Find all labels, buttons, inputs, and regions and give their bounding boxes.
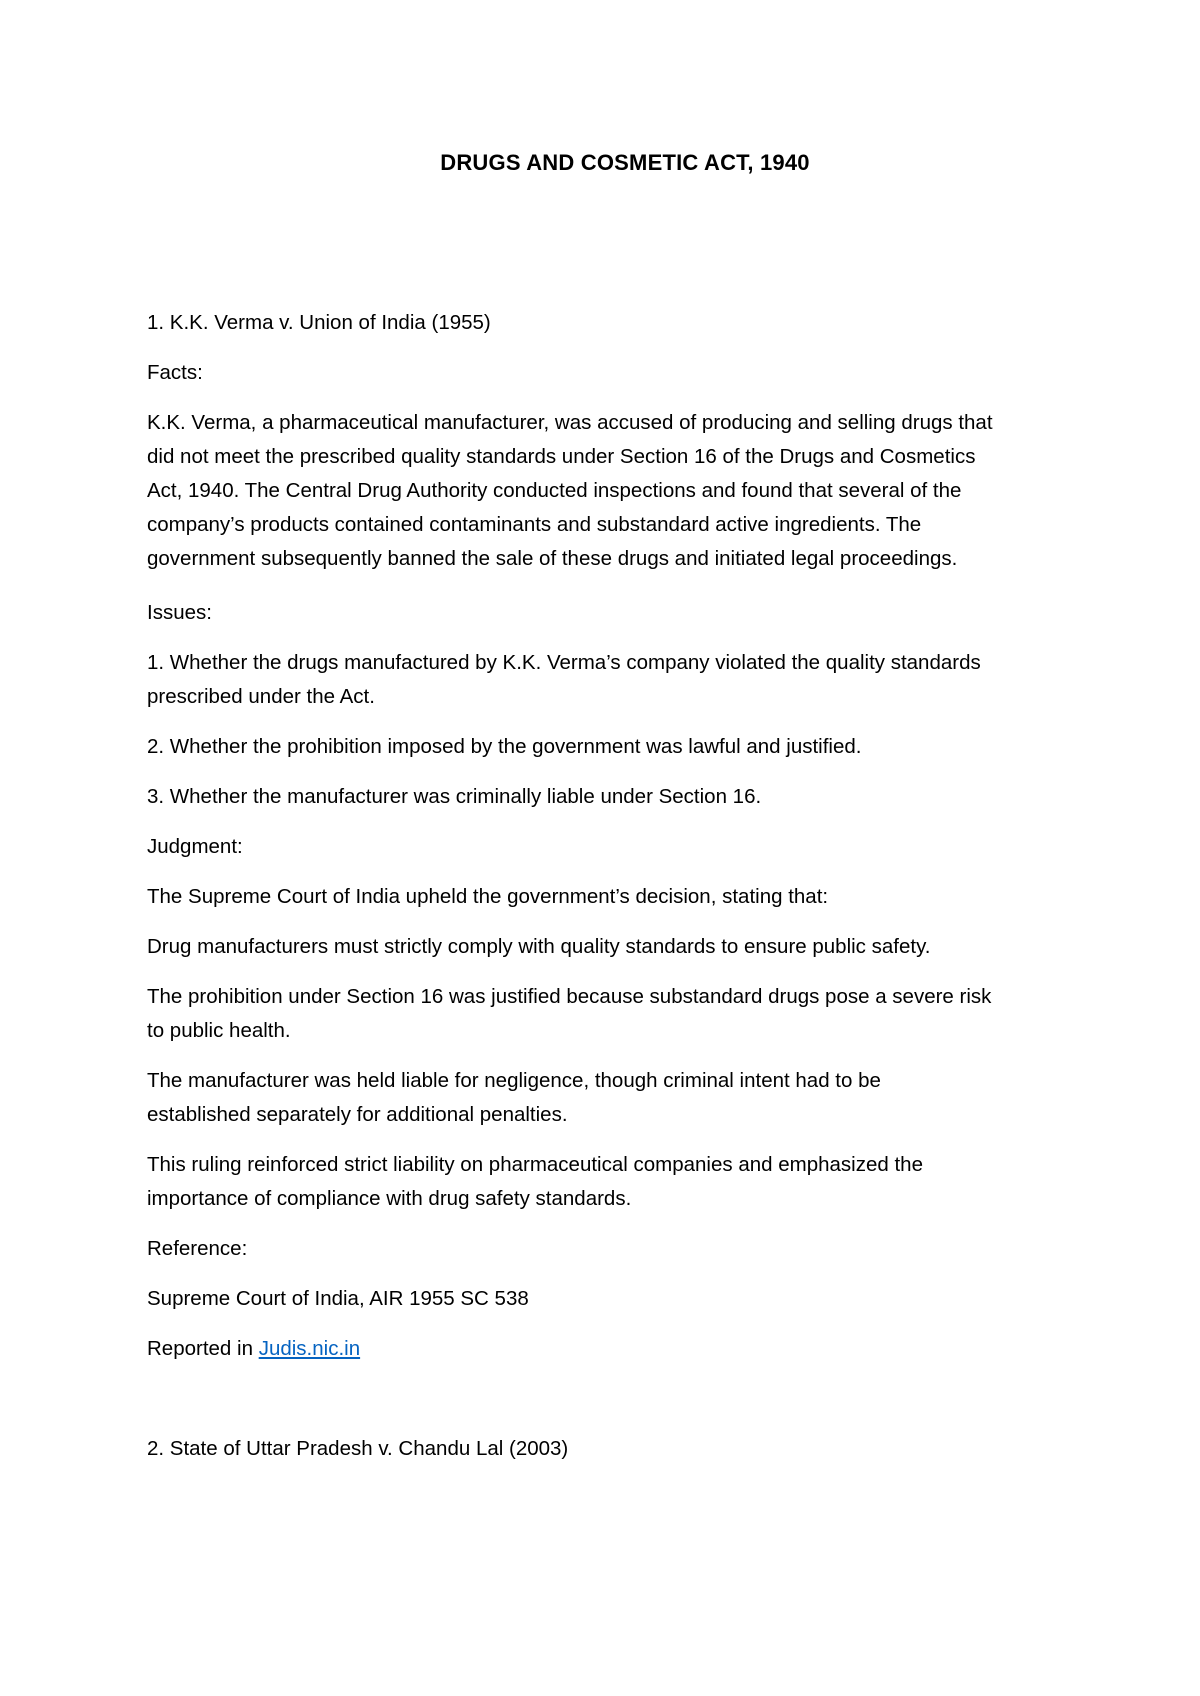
judgment-point-text: to public health. (147, 1019, 291, 1042)
judgment-point-1 (147, 930, 1077, 964)
judgment-point-3 (147, 1064, 1077, 1132)
issue-2 (147, 730, 1077, 764)
facts-label: Facts: (147, 361, 203, 384)
reference-citation (147, 1282, 1077, 1316)
case-heading (147, 1432, 1077, 1466)
judis-link[interactable]: Judis.nic.in (258, 1337, 361, 1360)
judgment-intro (147, 880, 1077, 914)
judgment-point-text: The prohibition under Section 16 was justified because substandard drugs pose a severe risk (147, 985, 992, 1008)
issue-line: 3. Whether the manufacturer was criminally liable under Section 16. (147, 785, 762, 808)
judgment-label: Judgment: (147, 835, 243, 858)
issue-1 (147, 646, 1077, 714)
issue-3 (147, 780, 1077, 814)
judgment-conclusion (147, 1148, 1077, 1216)
issue-line: 2. Whether the prohibition imposed by the government was lawful and justified. (147, 735, 862, 758)
judgment-point-text: established separately for additional penalties. (147, 1103, 568, 1126)
reported-line (147, 1332, 1077, 1366)
facts-line: Act, 1940. The Central Drug Authority conducted inspections and found that several of the (147, 479, 962, 502)
issues-section (147, 596, 1077, 630)
facts-line: did not meet the prescribed quality standards under Section 16 of the Drugs and Cosmetics (147, 445, 976, 468)
case-1-heading: 1. K.K. Verma v. Union of India (1955) (147, 311, 491, 334)
reference-label: Reference: (147, 1237, 248, 1260)
facts-line: government subsequently banned the sale of these drugs and initiated legal proceedings. (147, 547, 958, 570)
case-heading (147, 306, 1077, 340)
reported-in (147, 1332, 1077, 1366)
case-2-heading: 2. State of Uttar Pradesh v. Chandu Lal (2003) (147, 1437, 569, 1460)
reported-prefix: Reported in (147, 1337, 259, 1360)
judgment-point-2 (147, 980, 1077, 1048)
judgment-section (147, 830, 1077, 864)
citation-text: Supreme Court of India, AIR 1955 SC 538 (147, 1287, 529, 1310)
reference-section (147, 1232, 1077, 1266)
judgment-intro-text: The Supreme Court of India upheld the government’s decision, stating that: (147, 885, 829, 908)
issues-label: Issues: (147, 601, 212, 624)
judgment-point-text: Drug manufacturers must strictly comply with quality standards to ensure public safety. (147, 935, 931, 958)
conclusion-text: This ruling reinforced strict liability on pharmaceutical companies and emphasized the (147, 1153, 923, 1176)
facts-paragraph (147, 406, 1077, 576)
judgment-point-text: The manufacturer was held liable for negligence, though criminal intent had to be (147, 1069, 881, 1092)
issue-line: prescribed under the Act. (147, 685, 375, 708)
conclusion-text: importance of compliance with drug safety standards. (147, 1187, 632, 1210)
facts-section (147, 356, 1077, 390)
facts-line: K.K. Verma, a pharmaceutical manufacturer, was accused of producing and selling drugs that (147, 411, 993, 434)
issue-line: 1. Whether the drugs manufactured by K.K. Verma’s company violated the quality standards (147, 651, 981, 674)
document-title: DRUGS AND COSMETIC ACT, 1940 (440, 150, 810, 175)
facts-line: company’s products contained contaminants and substandard active ingredients. The (147, 513, 922, 536)
